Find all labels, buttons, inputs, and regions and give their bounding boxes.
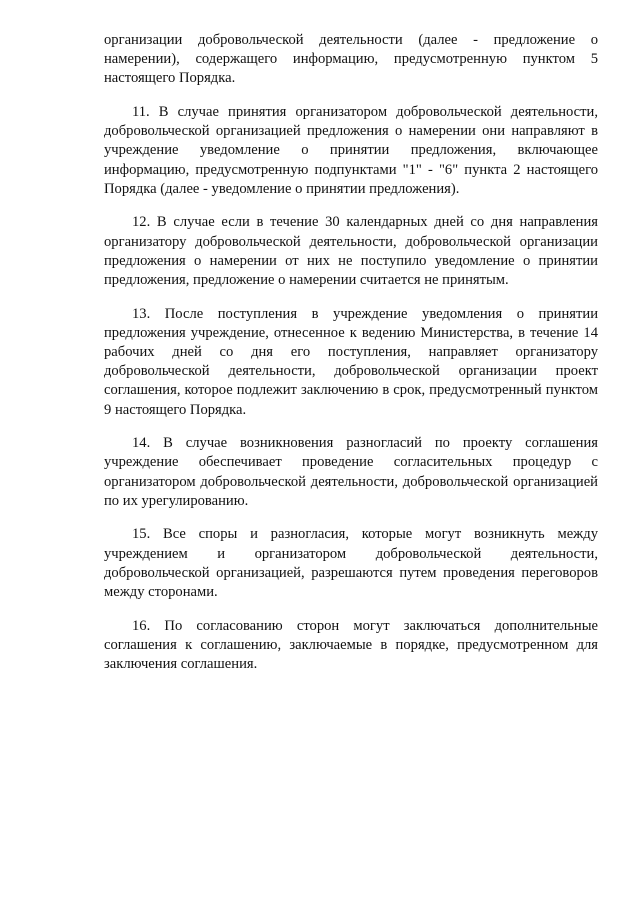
paragraph-12: 12. В случае если в течение 30 календарных дней со дня направления организатору добровольческой деятельности, добровольческой организации предложения о намерении от них не поступило уведомление о принятии предложения, предложение о намерении считается не принятым.: [104, 214, 598, 289]
paragraph-15: 15. Все споры и разногласия, которые могут возникнуть между учреждением и организатором добровольческой деятельности, добровольческой организацией, разрешаются путем проведения переговоров между сторонами.: [104, 526, 598, 601]
paragraph-16: 16. По согласованию сторон могут заключаться дополнительные соглашения к соглашению, заключаемые в порядке, предусмотренном для заключения соглашения.: [104, 617, 598, 673]
paragraph-11: 11. В случае принятия организатором добровольческой деятельности, добровольческой организацией предложения о намерении они направляют в учреждение уведомление о принятии предложения, включающее информацию, предусмотренную подпунктами "1" - "6" пункта 2 настоящего Порядка (далее - уведомление о принятии предложения).: [104, 104, 598, 197]
paragraph-13: 13. После поступления в учреждение уведомления о принятии предложения учреждение, отнесенное к ведению Министерства, в течение 14 рабочих дней со дня его поступления, направляет организатору добровольческой деятельности, добровольческой организации проект соглашения, которое подлежит заключению в срок, предусмотренный пунктом 9 настоящего Порядка.: [104, 305, 598, 418]
document-body: [104, 31, 598, 689]
paragraph-continuation: организации добровольческой деятельности (далее - предложение о намерении), содержащего информацию, предусмотренную пунктом 5 настоящего Порядка.: [104, 32, 598, 87]
paragraph-14: 14. В случае возникновения разногласий по проекту соглашения учреждение обеспечивает проведение согласительных процедур с организатором добровольческой деятельности, добровольческой организацией по их урегулированию.: [104, 435, 598, 509]
